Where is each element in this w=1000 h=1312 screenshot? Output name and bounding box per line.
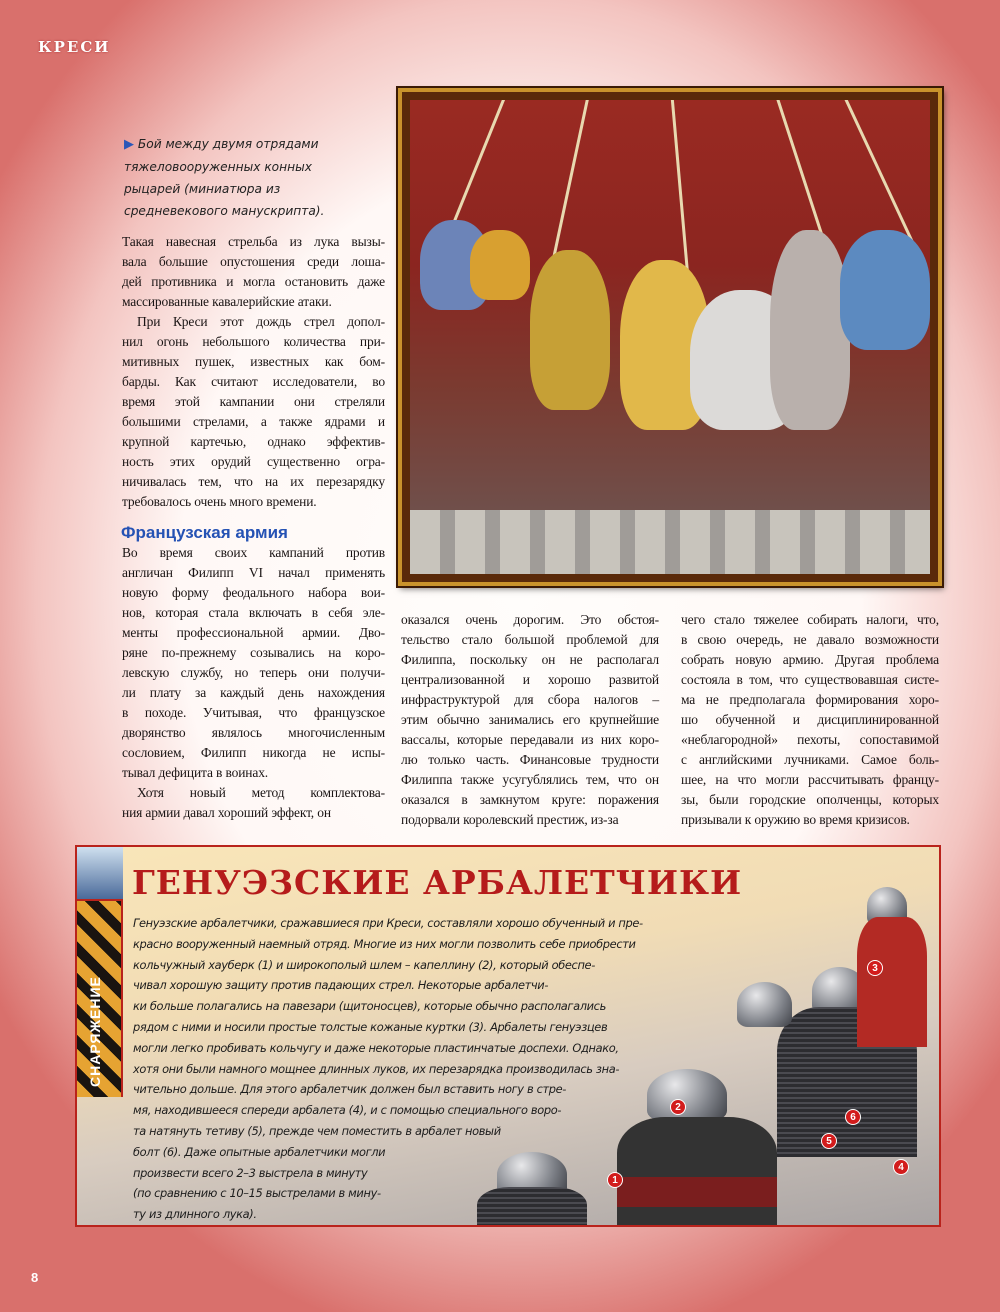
text-line: шо обученной и дисциплинированной [681, 712, 939, 727]
text-line: ность этих орудий существенно огра- [122, 454, 385, 469]
text-line: тывал дефицита в воинах. [122, 765, 269, 780]
category-label: СНАРЯЖЕНИЕ [87, 976, 103, 1087]
text-line: дворянство являлось многочисленным [122, 725, 385, 740]
text-line: ничивалась тем, что на их перезарядку [122, 474, 385, 489]
text-line: ряне по-прежнему созывались на коро- [122, 645, 385, 660]
text-line: «неблагородной» пехоты, сопоставимой [681, 732, 939, 747]
text-line: лю только часть. Финансовые трудности [401, 752, 659, 767]
text-line: шее, на что могли рассчитывать францу- [681, 772, 939, 787]
text-line: Такая навесная стрельба из лука вызы- [122, 234, 385, 249]
text-line: тельство стало большой проблемой для [401, 632, 659, 647]
manuscript-miniature-image [398, 88, 942, 586]
text-line: англичан Филипп VI начал применять [122, 565, 385, 580]
text-line: произвести всего 2–3 выстрела в минуту [133, 1165, 368, 1180]
text-line: вассалы, которые передавали из них коро- [401, 732, 659, 747]
sidebar-text [133, 913, 643, 1225]
callout-1: 1 [607, 1172, 623, 1188]
text-line: оказался в замкнутом круге: поражения [401, 792, 659, 807]
text-line: Филиппа также усугублялись тем, что он [401, 772, 659, 787]
running-head: КРЕСИ [38, 38, 111, 56]
body-text-column-1-top [122, 232, 385, 512]
text-line: Филиппа, поскольку он не располагал [401, 652, 659, 667]
text-line: чивал хорошую защиту против падающих стрел. Некоторые арбалетчи- [133, 978, 549, 993]
text-line: с английскими лучниками. Самое боль- [681, 752, 939, 767]
text-line: собрать новую армию. Другая проблема [681, 652, 939, 667]
text-line: дей противника и могла остановить даже [122, 274, 385, 289]
callout-5: 5 [821, 1133, 837, 1149]
text-line: ки больше полагались на павезари (щитоносцев), которые обычно располагались [133, 999, 606, 1014]
text-line: та натянуть тетиву (5), прежде чем поместить в арбалет новый [133, 1123, 501, 1138]
text-line: кольчужный хауберк (1) и широкополый шлем – капеллину (2), который обеспе- [133, 957, 595, 972]
text-line: большими стрелами, а также ядрами и [122, 414, 385, 429]
text-line: этим обычно занимались его крупнейшие [401, 712, 659, 727]
callout-3: 3 [867, 960, 883, 976]
text-line: зы, были городские ополченцы, которых [681, 792, 939, 807]
text-line: нов, которая стала включать в себя эле- [122, 605, 385, 620]
text-line: время этой кампании они стреляли [122, 394, 385, 409]
text-line: подорвали королевский престиж, из-за [401, 812, 619, 827]
body-text-column-1-bottom [122, 543, 385, 823]
text-line: ли плату за каждый день нахождения [122, 685, 385, 700]
callout-2: 2 [670, 1099, 686, 1115]
text-line: менты профессиональной армии. Дво- [122, 625, 385, 640]
text-line: ту из длинного лука). [133, 1207, 257, 1222]
text-line: требовалось очень много времени. [122, 494, 317, 509]
text-line: чительно дольше. Для этого арбалетчик должен был вставить ногу в стре- [133, 1082, 567, 1097]
page-number: 8 [31, 1270, 39, 1285]
text-line: сословием, Филипп никогда не испы- [122, 745, 385, 760]
text-line: новую форму феодального набора вои- [122, 585, 385, 600]
sidebar-title: ГЕНУЭЗСКИЕ АРБАЛЕТЧИКИ [132, 863, 743, 902]
text-line: массированные кавалерийские атаки. [122, 294, 332, 309]
text-line: Хотя новый метод комплектова- [137, 785, 385, 800]
callout-6: 6 [845, 1109, 861, 1125]
text-line: состояла в том, что существовавшая систе- [681, 672, 939, 687]
caption-arrow-icon: ▶ [124, 137, 134, 152]
text-line: левскую службу, но теперь они получи- [122, 665, 385, 680]
text-line: в походе. Учитывая, что французское [122, 705, 385, 720]
sidebar-genoese-crossbowmen [75, 845, 941, 1227]
category-thumbnail-image [77, 847, 123, 901]
callout-4: 4 [893, 1159, 909, 1175]
text-line: Генуэзские арбалетчики, сражавшиеся при Креси, составляли хорошо обученный и пре- [133, 916, 643, 930]
body-text-column-2 [401, 610, 659, 830]
text-line: болт (6). Даже опытные арбалетчики могли [133, 1144, 386, 1159]
text-line: крупной картечью, однако эффектив- [122, 434, 385, 449]
text-line: призывали к оружию во время кризисов. [681, 812, 910, 827]
text-line: ма не предполагала формирования хоро- [681, 692, 939, 707]
text-line: в свою очередь, не давало возможности [681, 632, 939, 647]
text-line: инфраструктурой для сбора налогов – [401, 692, 659, 707]
text-line: барды. Как считают исследователи, во [122, 374, 385, 389]
image-caption: ▶ Бой между двумя отрядами тяжеловооруженных конных рыцарей (миниатюра из средневекового манускрипта). [124, 137, 325, 218]
text-line: (по сравнению с 10–15 выстрелами в мину- [133, 1186, 381, 1201]
text-line: хотя они были намного мощнее длинных луков, их перезарядка производилась зна- [133, 1061, 620, 1076]
text-line: могли легко пробивать кольчугу и даже некоторые пластинчатые доспехи. Однако, [133, 1040, 619, 1055]
text-line: ния армии давал хороший эффект, он [122, 805, 331, 820]
text-line: митивных пушек, известных как бом- [122, 354, 385, 369]
text-line: При Креси этот дождь стрел допол- [137, 314, 385, 329]
text-line: вала большие опустошения среди лоша- [122, 254, 385, 269]
text-line: мя, находившееся спереди арбалета (4), и с помощью специального воро- [133, 1103, 562, 1118]
text-line: чего стало тяжелее собирать налоги, что, [681, 612, 939, 627]
text-line: Во время своих кампаний против [122, 545, 385, 560]
text-line: рядом с ними и носили простые толстые кожаные куртки (3). Арбалеты генуэзцев [133, 1019, 608, 1034]
text-line: нил огонь небольшого количества при- [122, 334, 385, 349]
text-line: оказался очень дорогим. Это обстоя- [401, 612, 659, 627]
section-heading: Французская армия [121, 523, 288, 542]
body-text-column-3 [681, 610, 939, 830]
text-line: централизованной и хорошо развитой [401, 672, 659, 687]
text-line: красно вооруженный наемный отряд. Многие из них могли позволить себе приобрести [133, 936, 636, 951]
